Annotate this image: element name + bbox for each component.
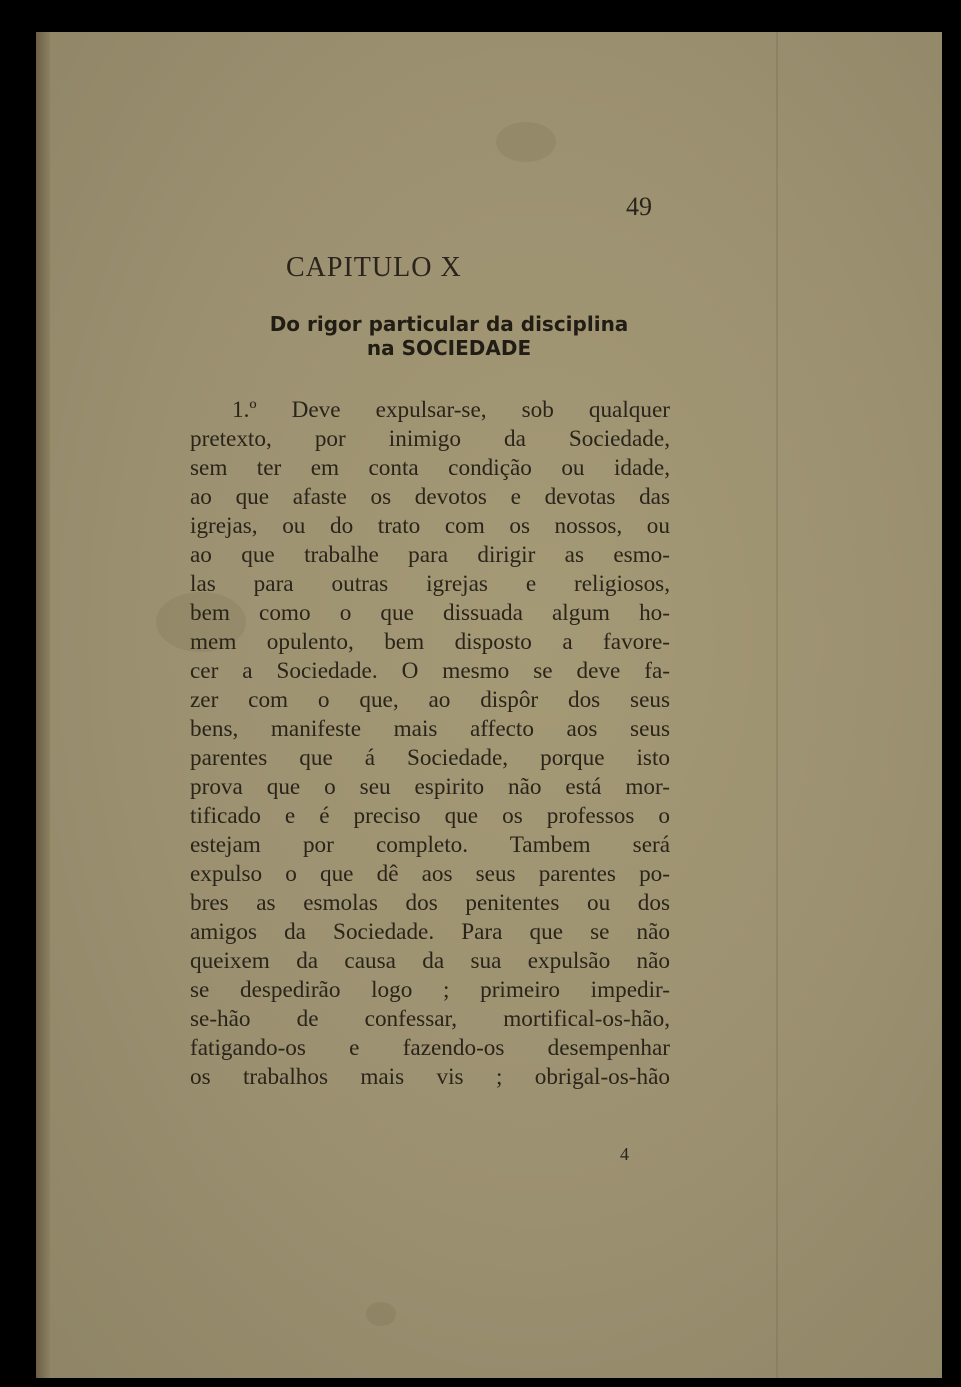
text-line: bens, manifeste mais affecto aos seus bbox=[190, 716, 670, 742]
page-binding-edge bbox=[36, 32, 50, 1378]
text-line: ao que trabalhe para dirigir as esmo- bbox=[190, 542, 670, 568]
page-number: 49 bbox=[626, 192, 652, 221]
text-line: sem ter em conta condição ou idade, bbox=[190, 455, 670, 481]
text-line: 1.º Deve expulsar-se, sob qualquer bbox=[232, 397, 670, 423]
chapter-subtitle bbox=[204, 312, 694, 360]
text-line: bem como o que dissuada algum ho- bbox=[190, 600, 670, 626]
text-line: parentes que á Sociedade, porque isto bbox=[190, 745, 670, 771]
text-line: tificado e é preciso que os professos o bbox=[190, 803, 670, 829]
text-line: queixem da causa da sua expulsão não bbox=[190, 948, 670, 974]
text-line: prova que o seu espirito não está mor- bbox=[190, 774, 670, 800]
text-line: mem opulento, bem disposto a favore- bbox=[190, 629, 670, 655]
text-line: se-hão de confessar, mortifical-os-hão, bbox=[190, 1006, 670, 1032]
text-line: las para outras igrejas e religiosos, bbox=[190, 571, 670, 597]
subtitle-line: na SOCIEDADE bbox=[366, 336, 532, 360]
text-line: zer com o que, ao dispôr dos seus bbox=[190, 687, 670, 713]
text-line: amigos da Sociedade. Para que se não bbox=[190, 919, 670, 945]
paper-stain bbox=[366, 1302, 396, 1326]
chapter-title: CAPITULO X bbox=[286, 252, 462, 283]
text-line: cer a Sociedade. O mesmo se deve fa- bbox=[190, 658, 670, 684]
text-line: se despedirão logo ; primeiro impedir- bbox=[190, 977, 670, 1003]
text-line: fatigando-os e fazendo-os desempenhar bbox=[190, 1035, 670, 1061]
text-line: os trabalhos mais vis ; obrigal-os-hão bbox=[190, 1064, 670, 1090]
body-paragraph bbox=[190, 396, 670, 1092]
page-fold-line bbox=[776, 32, 778, 1378]
text-line: bres as esmolas dos penitentes ou dos bbox=[190, 890, 670, 916]
text-line: estejam por completo. Tambem será bbox=[190, 832, 670, 858]
text-line: igrejas, ou do trato com os nossos, ou bbox=[190, 513, 670, 539]
subtitle-line: Do rigor particular da disciplina bbox=[269, 312, 629, 336]
text-line: pretexto, por inimigo da Sociedade, bbox=[190, 426, 670, 452]
book-page bbox=[36, 32, 942, 1378]
text-line: ao que afaste os devotos e devotas das bbox=[190, 484, 670, 510]
signature-mark: 4 bbox=[620, 1144, 629, 1164]
paper-stain bbox=[496, 122, 556, 162]
text-line: expulso o que dê aos seus parentes po- bbox=[190, 861, 670, 887]
